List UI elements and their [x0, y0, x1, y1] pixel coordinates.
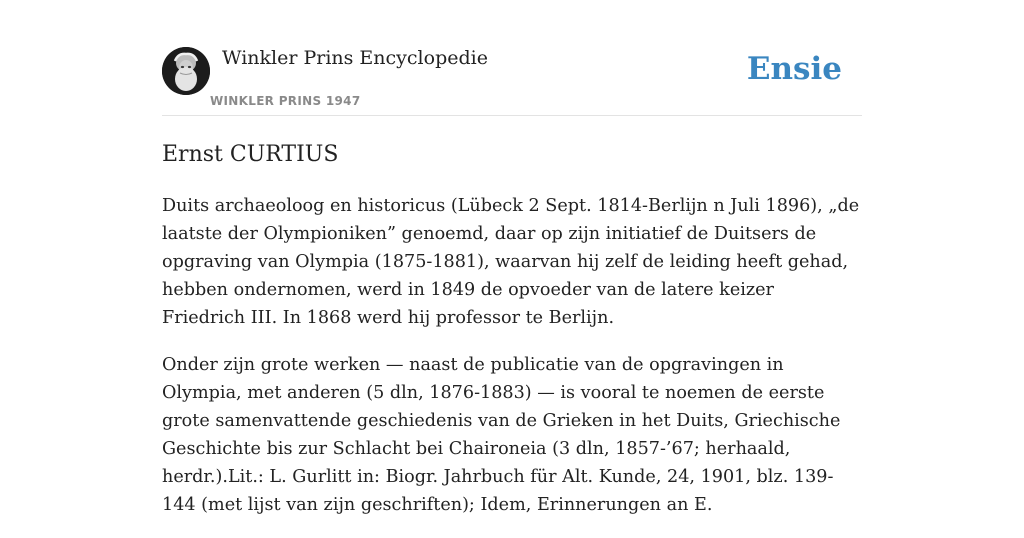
- article-paragraph: Onder zijn grote werken — naast de publicatie van de opgravingen in Olympia, met anderen (5 dln, 1876-1883) — is vooral te noemen de eerste grote samenvattende geschiedenis van de Grieken in het Duits, Griechische Geschichte bis zur Schlacht bei Chaironeia (3 dln, 1857-’67; herhaald, herdr.).Lit.: L. Gurlitt in: Biogr. Jahrbuch für Alt. Kunde, 24, 1901, blz. 139-144 (met lijst van zijn geschriften); Idem, Erinnerungen an E.: [162, 355, 841, 515]
- article-body: [162, 192, 862, 538]
- site-title-link[interactable]: Winkler Prins Encyclopedie: [222, 47, 488, 69]
- article-title: Ernst CURTIUS: [162, 142, 339, 167]
- article-paragraph: Duits archaeoloog en historicus (Lübeck 2 Sept. 1814-Berlijn n Juli 1896), „de laatste der Olympioniken” genoemd, daar op zijn initiatief de Duitsers de opgraving van Olympia (1875-1881), waarvan hij zelf de leiding heeft gehad, hebben ondernomen, werd in 1849 de opvoeder van de latere keizer Friedrich III. In 1868 werd hij professor te Berlijn.: [162, 196, 860, 328]
- site-header: [162, 0, 862, 116]
- site-subtitle: WINKLER PRINS 1947: [210, 94, 361, 108]
- brand-logo-link[interactable]: Ensie: [746, 51, 842, 87]
- bearded-man-portrait-icon: [162, 47, 210, 95]
- avatar[interactable]: [162, 47, 210, 95]
- page-container: [162, 0, 862, 515]
